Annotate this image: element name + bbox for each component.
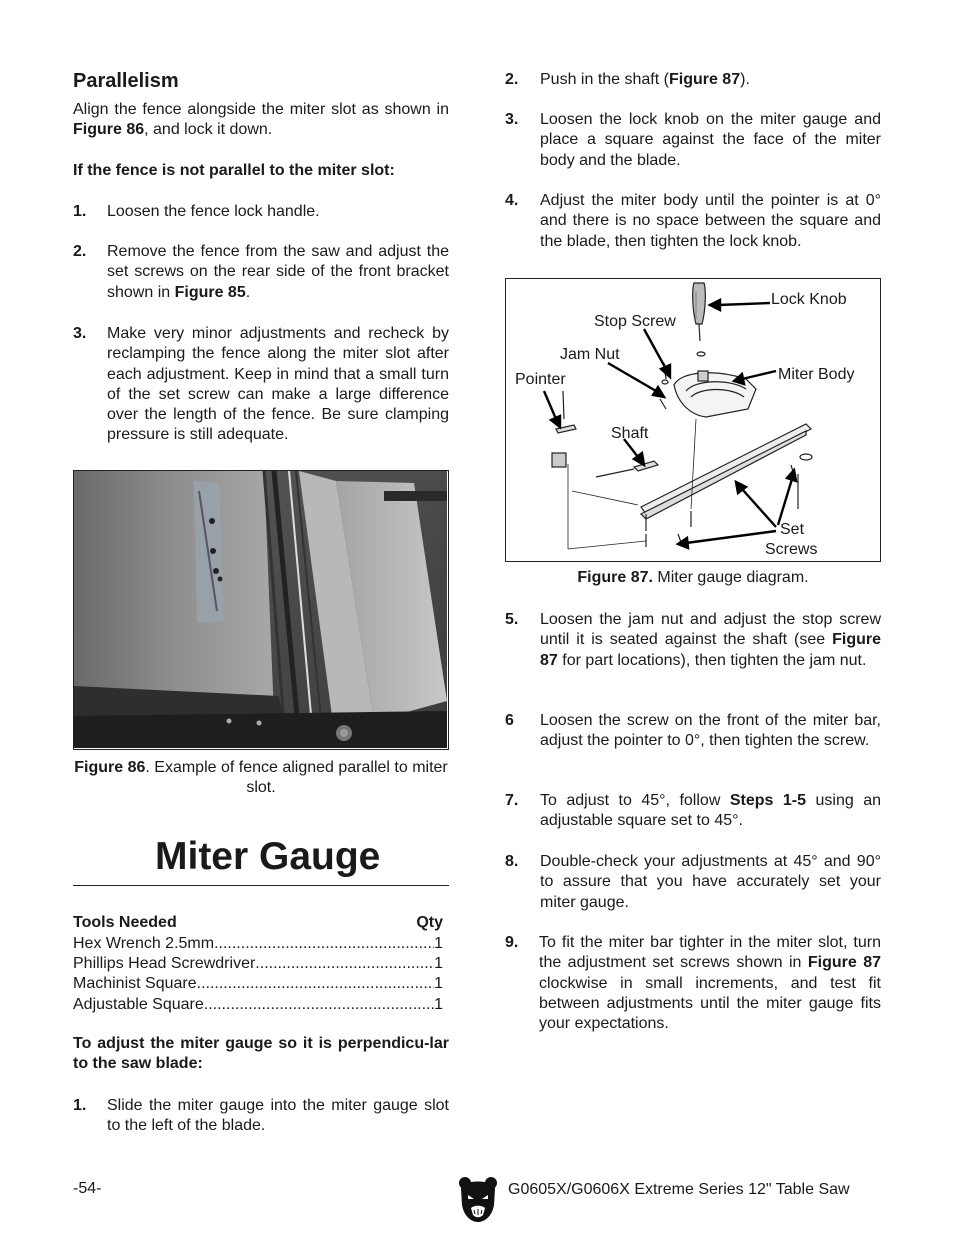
- tool-row: Machinist Square ..... 1: [73, 974, 443, 994]
- label-shaft: Shaft: [611, 425, 649, 442]
- label-set: Set: [780, 521, 805, 538]
- label-stop-screw: Stop Screw: [594, 313, 676, 330]
- table-saw-photo: [74, 471, 447, 748]
- figure-86-caption: Figure 86. Example of fence aligned parallel to miter slot.: [74, 759, 448, 797]
- parallelism-intro: Align the fence alongside the miter slot as shown in Figure 86, and lock it down.: [73, 101, 449, 139]
- figure-87-caption: Figure 87. Miter gauge diagram.: [577, 569, 809, 586]
- title-rule: [73, 885, 449, 886]
- footer-model: G0605X/G0606X Extreme Series 12" Table Saw: [508, 1181, 850, 1198]
- figure-87-diagram: [505, 278, 881, 562]
- bear-logo-icon: [458, 1175, 498, 1223]
- miter-subheading: To adjust the miter gauge so it is perpendicu-lar to the saw blade:: [73, 1035, 449, 1073]
- miter-gauge-diagram: [506, 279, 879, 560]
- label-screws: Screws: [765, 541, 818, 558]
- section-heading-parallelism: Parallelism: [73, 70, 179, 92]
- label-jam-nut: Jam Nut: [560, 346, 620, 363]
- tools-header: Tools Needed Qty: [73, 914, 443, 931]
- tool-row: Hex Wrench 2.5mm ..... 1: [73, 934, 443, 954]
- page-number: -54-: [73, 1180, 102, 1197]
- figure-86-photo: [73, 470, 449, 750]
- tool-row: Phillips Head Screwdriver ..... 1: [73, 954, 443, 974]
- label-pointer: Pointer: [515, 371, 566, 388]
- label-lock-knob: Lock Knob: [771, 291, 847, 308]
- page-title: Miter Gauge: [155, 835, 381, 878]
- tool-row: Adjustable Square ..... 1: [73, 995, 443, 1015]
- label-miter-body: Miter Body: [778, 366, 855, 383]
- parallelism-subheading: If the fence is not parallel to the miter slot:: [73, 162, 395, 179]
